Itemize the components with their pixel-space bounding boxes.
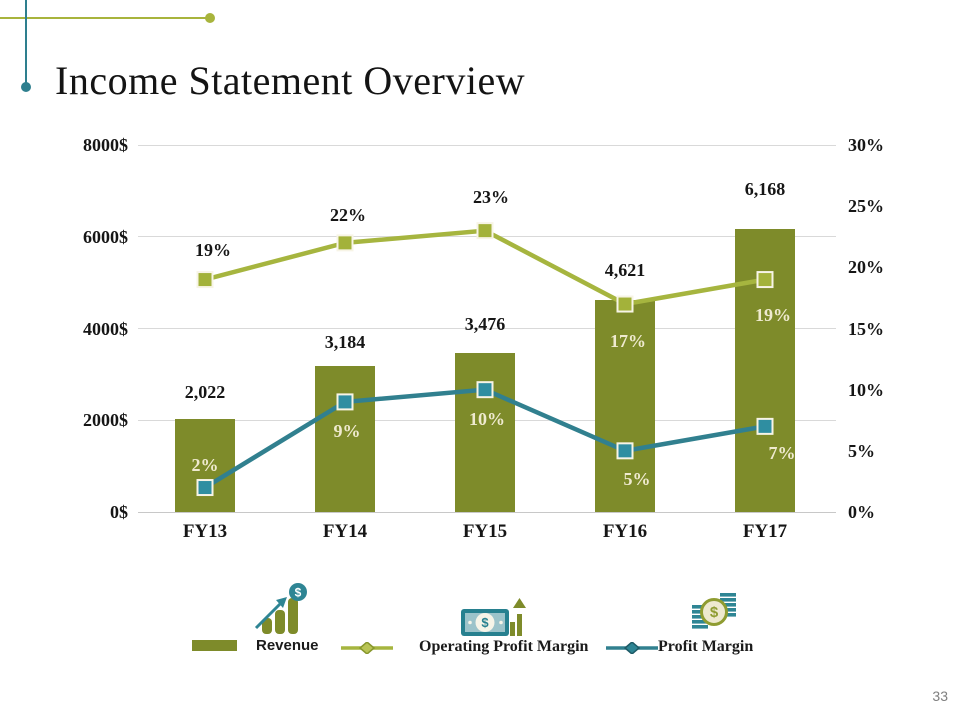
y-axis-left-tick: 2000$ (83, 410, 128, 431)
y-axis-left-tick: 4000$ (83, 318, 128, 339)
x-axis-label: FY17 (742, 521, 788, 542)
y-axis-right-tick: 5% (848, 440, 875, 461)
svg-text:$: $ (294, 585, 302, 600)
y-axis-right-tick: 25% (848, 196, 884, 217)
x-axis-label: FY15 (462, 521, 508, 542)
revenue-bar (735, 229, 795, 512)
operating-profit-margin-label: 22% (330, 204, 366, 225)
x-axis-label: FY14 (322, 521, 368, 542)
y-axis-left-tick: 8000$ (83, 135, 128, 155)
profit-margin-label: 2% (191, 454, 219, 475)
coin-stack-icon (690, 585, 738, 639)
y-axis-left-tick: 6000$ (83, 226, 128, 247)
profit-margin-label: 7% (768, 443, 796, 464)
legend-swatch-operating-profit-margin (341, 642, 393, 654)
page-title: Income Statement Overview (55, 57, 526, 103)
operating-profit-margin-label: 19% (755, 304, 791, 325)
legend-label-operating-profit-margin: Operating Profit Margin (419, 638, 589, 655)
revenue-growth-icon (252, 580, 312, 636)
revenue-value-label: 3,476 (464, 313, 506, 334)
operating-profit-margin-label: 23% (473, 186, 509, 207)
gridline (138, 145, 836, 146)
revenue-value-label: 3,184 (324, 331, 366, 352)
profit-margin-label: 9% (333, 420, 361, 441)
y-axis-left-tick: 0$ (110, 502, 128, 522)
legend-swatch-revenue (192, 640, 237, 651)
page-number: 33 (932, 688, 948, 704)
revenue-value-label: 2,022 (184, 382, 226, 403)
revenue-value-label: 6,168 (744, 179, 786, 200)
legend-label-profit-margin: Profit Margin (658, 638, 754, 655)
y-axis-right-tick: 10% (848, 379, 884, 400)
legend-label-revenue: Revenue (256, 637, 319, 654)
profit-margin-label: 5% (623, 468, 651, 489)
svg-text:$: $ (709, 604, 719, 621)
svg-text:$: $ (481, 615, 489, 630)
profit-margin-label: 10% (469, 408, 505, 429)
operating-profit-margin-marker (338, 235, 353, 250)
x-axis-label: FY13 (182, 521, 228, 542)
operating-profit-margin-marker (198, 272, 213, 287)
y-axis-right-tick: 20% (848, 257, 884, 278)
y-axis-right-tick: 30% (848, 135, 884, 155)
gridline (138, 236, 836, 237)
legend-swatch-profit-margin (606, 642, 658, 654)
operating-profit-margin-label: 19% (195, 239, 231, 260)
y-axis-right-tick: 15% (848, 318, 884, 339)
operating-profit-margin-line (205, 231, 765, 304)
revenue-bar (455, 353, 515, 512)
revenue-value-label: 4,621 (604, 260, 646, 280)
y-axis-right-tick: 0% (848, 502, 875, 522)
operating-profit-margin-label: 17% (610, 331, 646, 352)
dollar-bill-icon (460, 588, 526, 638)
x-axis-label: FY16 (602, 521, 648, 542)
